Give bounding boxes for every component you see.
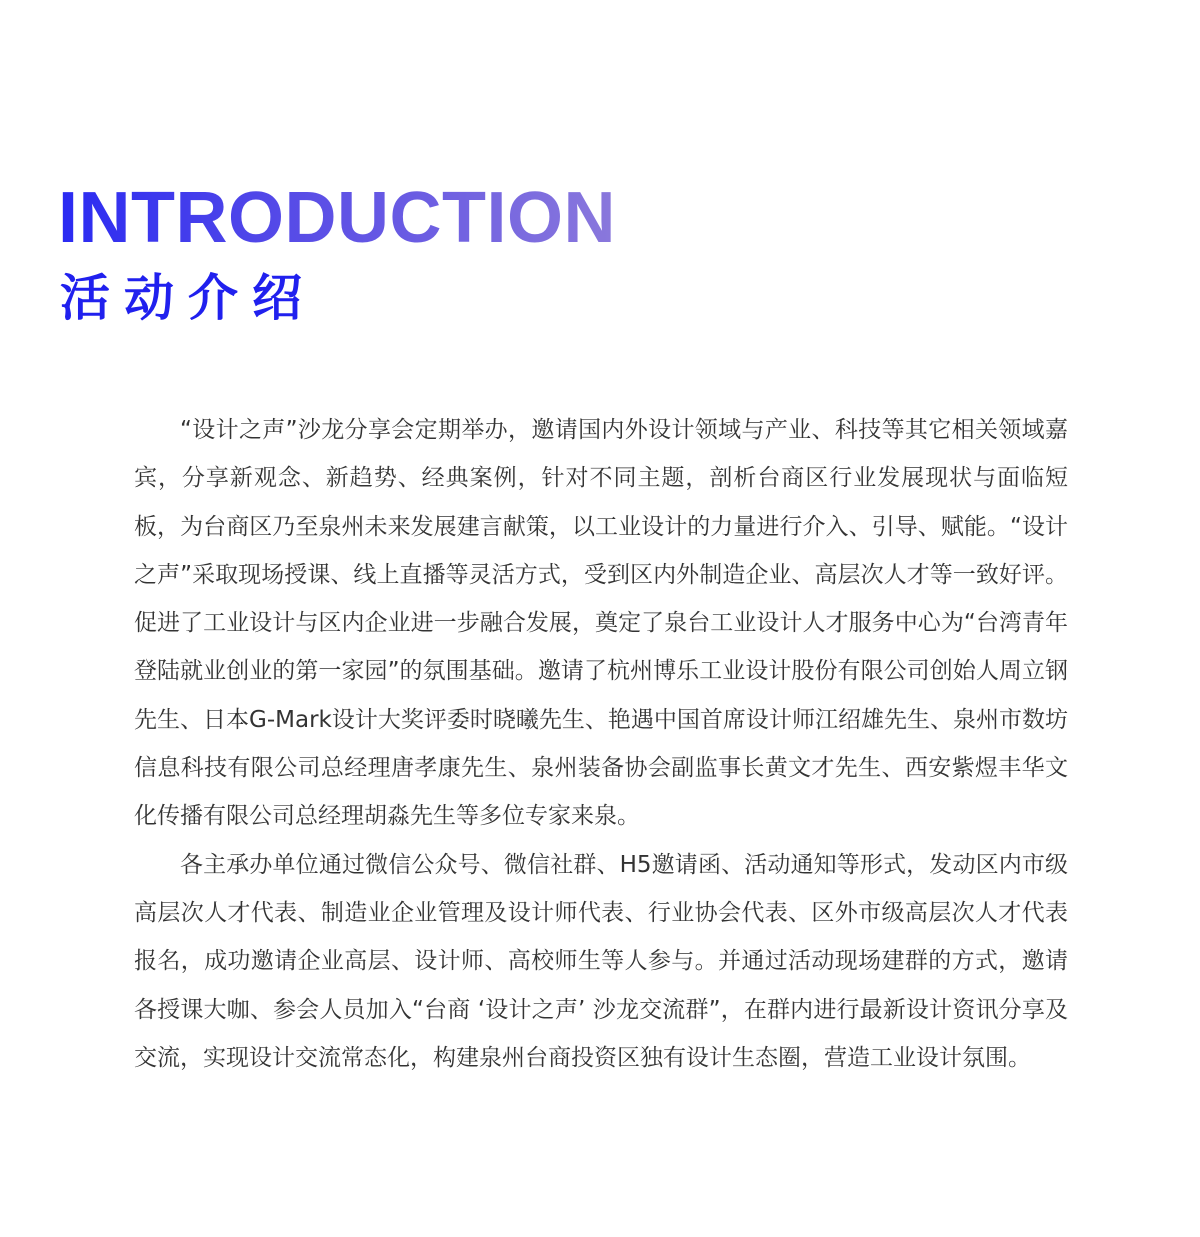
paragraph-intro: “设计之声”沙龙分享会定期举办，邀请国内外设计领域与产业、科技等其它相关领域嘉宾，分享新观念、新趋势、经典案例，针对不同主题，剖析台商区行业发展现状与面临短板，为台商区乃至泉州未来发展建言献策，以工业设计的力量进行介入、引导、赋能。“设计之声”采取现场授课、线上直播等灵活方式，受到区内外制造企业、高层次人才等一致好评。促进了工业设计与区内企业进一步融合发展，奠定了泉台工业设计人才服务中心为“台湾青年登陆就业创业的第一家园”的氛围基础。邀请了杭州博乐工业设计股份有限公司创始人周立钢先生、日本G-Mark设计大奖评委时晓曦先生、艳遇中国首席设计师江绍雄先生、泉州市数坊信息科技有限公司总经理唐孝康先生、泉州装备协会副监事长黄文才先生、西安紫煜丰华文化传播有限公司总经理胡淼先生等多位专家来泉。 xyxy=(134,417,1068,830)
heading-chinese: 活动介绍 xyxy=(60,269,316,327)
heading-english: INTRODUCTION xyxy=(58,178,616,258)
paragraph-promotion: 各主承办单位通过微信公众号、微信社群、H5邀请函、活动通知等形式，发动区内市级高层次人才代表、制造业企业管理及设计师代表、行业协会代表、区外市级高层次人才代表报名，成功邀请企业高层、设计师、高校师生等人参与。并通过活动现场建群的方式，邀请各授课大咖、参会人员加入“台商 ‘设计之声’ 沙龙交流群”，在群内进行最新设计资讯分享及交流，实现设计交流常态化，构建泉州台商投资区独有设计生态圈，营造工业设计氛围。 xyxy=(134,851,1068,1071)
article-body xyxy=(134,406,1068,1082)
